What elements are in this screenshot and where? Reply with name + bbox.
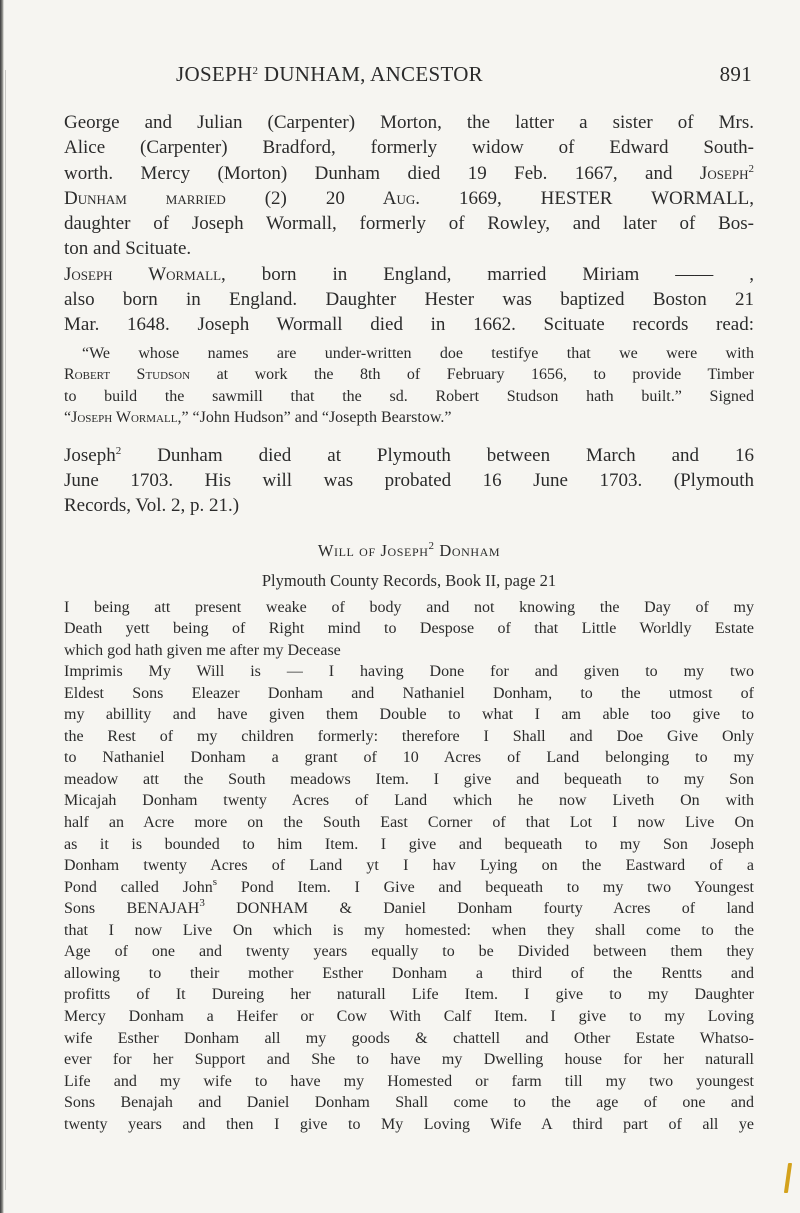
text-line: Micajah Donham twenty Acres of Land which he now Liveth On with (64, 792, 754, 810)
text-line: Pond called John$^s$ Pond Item. I Give and bequeath to my two Youngest (64, 875, 754, 896)
text-line: Mercy Donham a Heifer or Cow With Calf Item. I give to my Loving (64, 1007, 754, 1025)
text-line: Robert Studson at work the 8th of February 1656, to provide Timber (64, 366, 755, 384)
person-name: Joseph Wormall (64, 263, 222, 285)
text-line: Death yett being of Right mind to Despose of that Little Worldly Estate (64, 620, 754, 638)
scituate-quote (64, 343, 754, 429)
text-line: George and Julian (Carpenter) Morton, the latter a sister of Mrs. (64, 112, 754, 133)
page-scan-edge (0, 0, 4, 1213)
text-line: Sons BENAJAH$^3$ DONHAM & Daniel Donham fourty Acres of land (64, 897, 755, 918)
text-line: allowing to their mother Esther Donham a third of the Rentts and (64, 964, 754, 982)
will-heading: Will of Joseph$^2$ Donham (317, 539, 501, 560)
text-line: meadow att the South meadows Item. I give and bequeath to my Son (64, 770, 754, 788)
text-line: as it is bounded to him Item. I give and bequeath to my Son Joseph (64, 835, 754, 853)
text-line: Age of one and twenty years equally to be Divided between them they (64, 943, 754, 961)
text-line: also born in England. Daughter Hester was baptized Boston 21 (64, 289, 754, 311)
text-line: I being att present weake of body and not knowing the Day of my (64, 598, 754, 616)
text-line: which god hath given me after my Decease (64, 641, 341, 659)
person-name: Robert Studson (64, 366, 191, 384)
running-head (64, 58, 754, 98)
text-line: worth. Mercy (Morton) Dunham died 19 Feb. 1667, and Joseph$^2$ (64, 162, 754, 184)
text-line: that I now Live On which is my homested: when they shall come to the (64, 921, 754, 939)
book-page (64, 58, 754, 1135)
text-line: Joseph Wormall, born in England, married Miriam —— , (64, 263, 754, 285)
text-line: Imprimis My Will is — I having Done for and given to my two (64, 663, 754, 681)
text-line: “Joseph Wormall,” “John Hudson” and “Josepth Bearstow.” (64, 409, 452, 427)
person-name: Joseph Wormall (71, 409, 178, 427)
page-number: 891 (719, 62, 752, 86)
text-line: Sons Benajah and Daniel Donham Shall come to the age of one and (64, 1094, 754, 1112)
paragraph-death (64, 443, 754, 519)
text-line: profitts of It Dureing her naturall Life Item. I give to my Daughter (64, 986, 754, 1004)
text-line: Donham twenty Acres of Land yt I hav Lying on the Eastward of a (64, 857, 754, 875)
text-line: Joseph$^2$ Dunham died at Plymouth between March and 16 (64, 444, 754, 466)
text-line: Mar. 1648. Joseph Wormall died in 1662. Scituate records read: (64, 314, 754, 336)
paragraph-wormall (64, 262, 754, 338)
text-line: to build the sawmill that the sd. Robert Studson hath built.” Signed (64, 387, 754, 405)
text-line: ton and Scituate. (64, 238, 192, 260)
text-line: June 1703. His will was probated 16 June 1703. (Plymouth (64, 469, 754, 491)
running-head-title: JOSEPH$^2$ DUNHAM, ANCESTOR (176, 62, 483, 86)
text-line: twenty years and then I give to My Loving Wife A third part of all ye (64, 1115, 754, 1133)
scan-marker (784, 1163, 792, 1193)
paragraph-morton (64, 110, 754, 262)
text-line: Alice (Carpenter) Bradford, formerly widow of Edward South- (64, 137, 754, 159)
page-gutter-shadow (5, 70, 6, 1190)
text-line: Eldest Sons Eleazer Donham and Nathaniel Donham, to the utmost of (64, 684, 754, 702)
text-line: wife Esther Donham all my goods & chattell and Other Estate Whatso- (64, 1029, 754, 1047)
text-line: ever for her Support and She to have my Dwelling house for her naturall (64, 1051, 754, 1069)
text-line: Records, Vol. 2, p. 21.) (64, 495, 240, 517)
text-line: daughter of Joseph Wormall, formerly of Rowley, and later of Bos- (64, 213, 754, 235)
will-text (64, 597, 754, 1136)
will-source: Plymouth County Records, Book II, page 21 (261, 570, 557, 590)
text-line: Life and my wife to have my Homested or farm till my two youngest (64, 1072, 754, 1090)
text-line: “We whose names are under-written doe testifye that we were with (82, 344, 754, 362)
text-line: my abillity and have given them Double to what I am able too give to (64, 706, 754, 724)
text-line: the Rest of my children formerly: therefore I Shall and Doe Give Only (64, 727, 754, 745)
text-line: half an Acre more on the South East Corner of that Lot I now Live On (64, 814, 754, 832)
text-line: Dunham married (2) 20 Aug. 1669, HESTER WORMALL, (64, 187, 754, 209)
text-line: to Nathaniel Donham a grant of 10 Acres of Land belonging to my (64, 749, 754, 767)
